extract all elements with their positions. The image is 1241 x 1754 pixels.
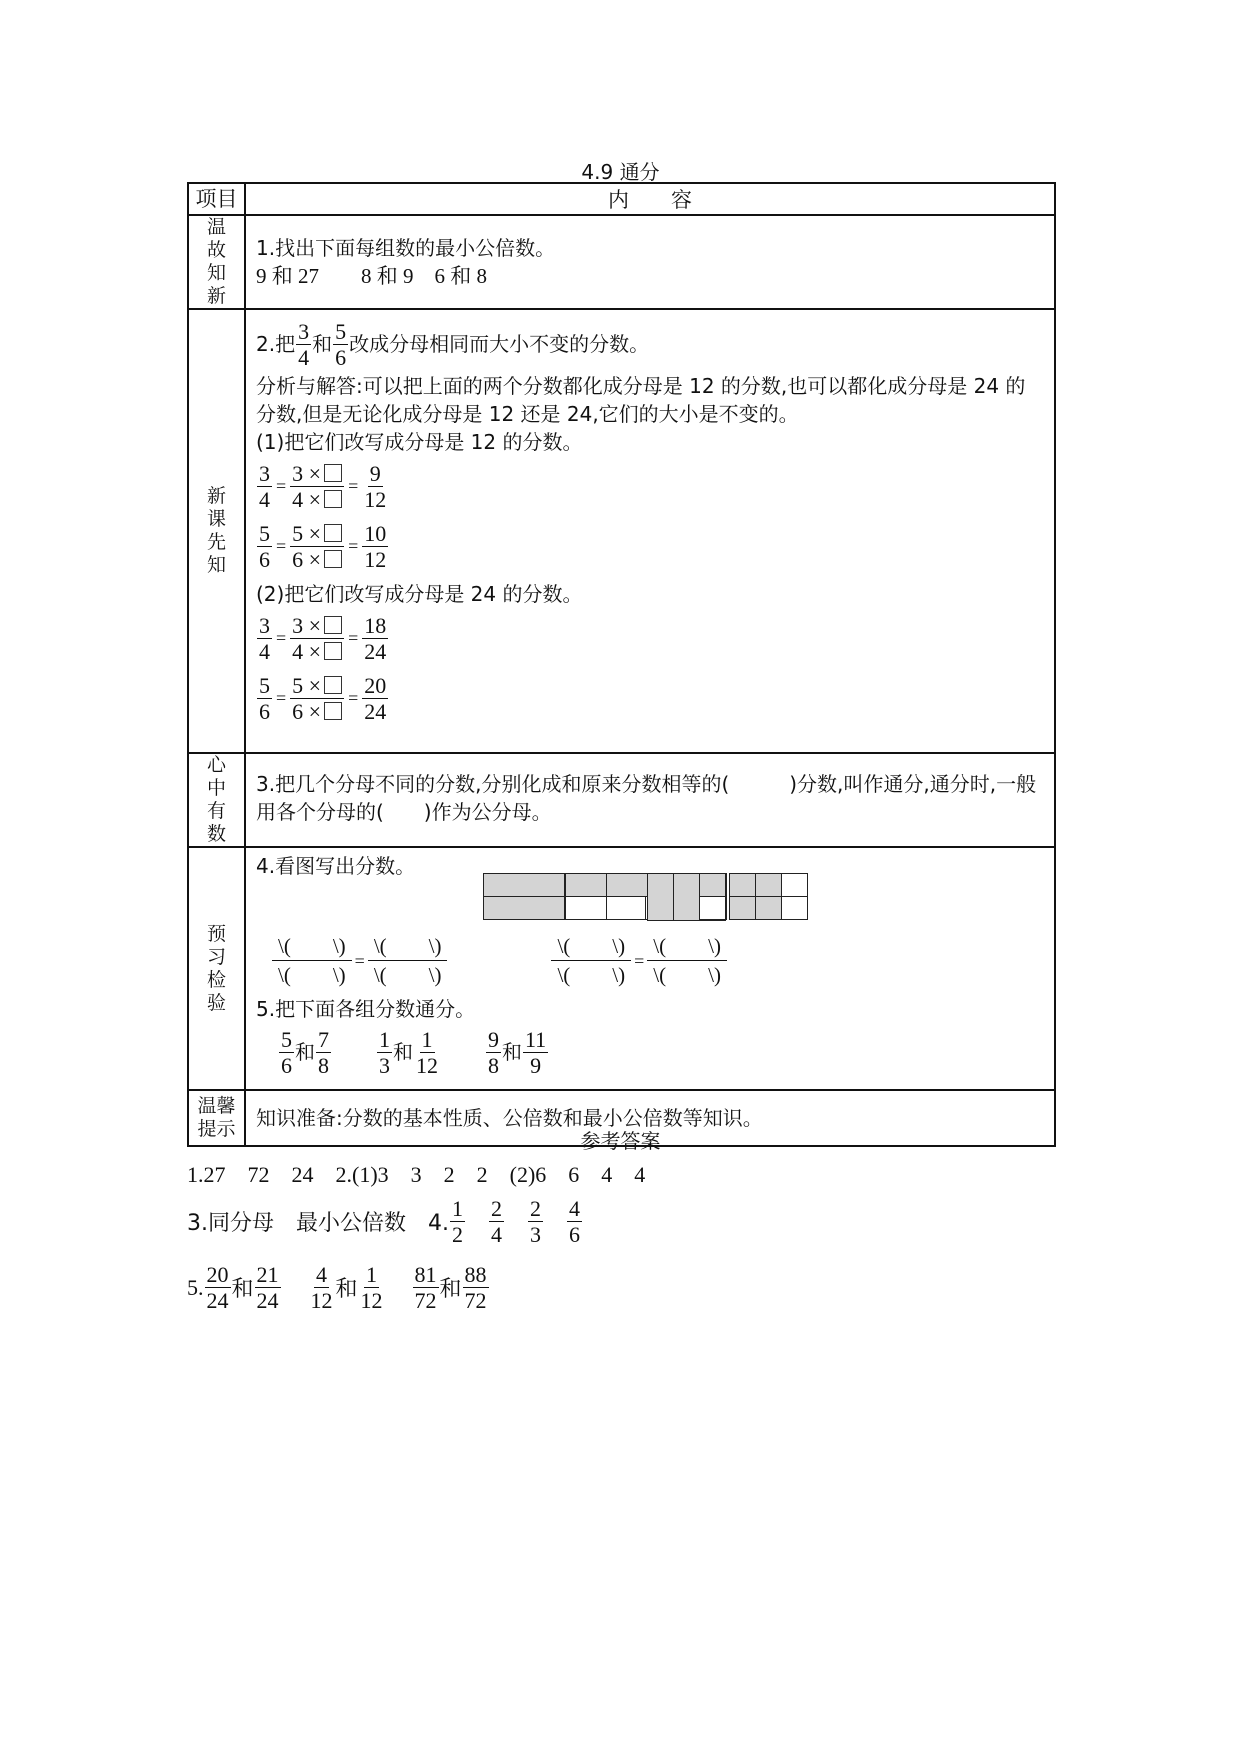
blank-fraction[interactable]: $\frac{\backslash( \backslash)}{\backslash( \backslash)}$ [368,932,448,989]
answer-fraction: $\frac{4}{12}$ [310,1262,333,1313]
label-review: 温 故 知 新 [188,215,245,309]
blank-box[interactable] [324,642,342,660]
header-content: 内 容 [245,183,1055,215]
fraction: $\frac{1}{12}$ [416,1026,438,1078]
fraction: $\frac{7}{8}$ [318,1026,329,1078]
fraction-groups [278,1023,1044,1081]
answer-fraction-pair: $\frac{20}{24}$ 和 $\frac{21}{24}$ [206,1262,279,1313]
equation-12-row: $\frac{3}{4}$ = $\frac{3 \times}{4 \times}$ = $\frac{9}{12}$ [259,460,387,512]
question-3: 3.把几个分母不同的分数,分别化成和原来分数相等的( )分数,叫作通分,通分时,一般用各个分母的( )作为公分母。 [256,772,1037,824]
answers-line-2: 3.同分母 最小公倍数 4. $\frac{1}{2}$ $\frac{2}{4}$ $\frac{2}{3}$ $\frac{4}{6}$ [187,1196,580,1247]
equation-24-row: $\frac{5}{6}$ = $\frac{5 \times}{6 \times}$ = $\frac{20}{24}$ [259,672,387,724]
blank-box[interactable] [324,464,342,482]
fraction: $\frac{1}{3}$ [379,1026,390,1078]
answers-line-1: 1.27 72 24 2.(1)3 3 2 2 (2)6 6 4 4 [187,1162,646,1187]
equation-24-row: $\frac{3}{4}$ = $\frac{3 \times}{4 \times}$ = $\frac{18}{24}$ [259,612,387,664]
answer-fraction: $\frac{20}{24}$ [206,1262,229,1313]
result-fraction: $\frac{10}{12}$ [364,520,387,572]
answer-fraction: $\frac{4}{6}$ [568,1196,580,1247]
equations-24 [256,608,1044,728]
answers-title: 参考答案 [580,1129,661,1153]
fraction-3-4: $\frac{3}{4}$ [298,318,310,370]
label-tips: 温馨 提示 [188,1090,245,1146]
original-fraction: $\frac{3}{4}$ [259,612,270,664]
tips-text: 知识准备:分数的基本性质、公倍数和最小公倍数等知识。 [256,1106,763,1130]
multiply-fraction[interactable]: $\frac{5 \times}{6 \times}$ [290,521,344,572]
shaded-grid-diagram [729,873,808,920]
blank-box[interactable] [324,702,342,720]
answer-fraction: $\frac{21}{24}$ [256,1262,279,1313]
answer-fraction: $\frac{2}{3}$ [529,1196,541,1247]
multiply-fraction[interactable]: $\frac{3 \times}{4 \times}$ [290,613,344,664]
original-fraction: $\frac{5}{6}$ [259,520,270,572]
question-2: 2.把 $\frac{3}{4}$ 和 $\frac{5}{6}$ 改成分母相同而大小不变的分数。 [256,318,650,370]
label-preview: 预 习 检 验 [188,847,245,1090]
answer-fraction: $\frac{2}{4}$ [490,1196,502,1247]
fraction-group: $\frac{9}{8}$ 和 $\frac{11}{9}$ [488,1026,547,1078]
answer-fraction: $\frac{88}{72}$ [464,1262,487,1313]
blank-box[interactable] [324,524,342,542]
original-fraction: $\frac{5}{6}$ [259,672,270,724]
label-inmind: 心 中 有 数 [188,753,245,847]
blank-answer-row: $\frac{\backslash( \backslash)}{\backslash( \backslash)}$ = $\frac{\backslash( \backslash)}{\backslash( \backslash)}$ $\frac{\backslash( \backslash)}{\backslash( \backslash)}$ = $\frac{\backslash( \backslash)}{\backslash( \backslash)}$ [272,932,1044,989]
part-1-label: (1)把它们改写成分母是 12 的分数。 [256,430,583,454]
equation-12-row: $\frac{5}{6}$ = $\frac{5 \times}{6 \times}$ = $\frac{10}{12}$ [259,520,387,572]
original-fraction: $\frac{3}{4}$ [259,460,270,512]
blank-box[interactable] [324,490,342,508]
fraction: $\frac{5}{6}$ [281,1026,292,1078]
fraction: $\frac{9}{8}$ [488,1026,499,1078]
worksheet-table [187,182,1056,1147]
preview-cell [245,847,1055,1090]
analysis-text: 分析与解答:可以把上面的两个分数都化成分母是 12 的分数,也可以都化成分母是 24 的分数,但是无论化成分母是 12 还是 24,它们的大小是不变的。 [256,374,1026,426]
result-fraction: $\frac{20}{24}$ [364,672,387,724]
blank-box[interactable] [324,676,342,694]
header-item: 项目 [188,183,245,215]
fraction-group: $\frac{1}{3}$ 和 $\frac{1}{12}$ [379,1026,438,1078]
answer-fraction-pair: $\frac{81}{72}$ 和 $\frac{88}{72}$ [414,1262,487,1313]
question-4: 4.看图写出分数。 [256,854,416,878]
fraction-5-6: $\frac{5}{6}$ [335,318,347,370]
answers-line-3: 5. $\frac{20}{24}$ 和 $\frac{21}{24}$ $\frac{4}{12}$ 和 $\frac{1}{12}$ $\frac{81}{72}$ 和 $\frac{88}{72}$ [187,1262,490,1313]
review-cell [245,215,1055,309]
result-fraction: $\frac{9}{12}$ [364,460,387,512]
answer-fraction: $\frac{1}{12}$ [360,1262,383,1313]
label-newlesson: 新 课 先 知 [188,309,245,753]
question-1: 1.找出下面每组数的最小公倍数。 [256,236,556,260]
answer-fraction-pair: $\frac{4}{12}$ 和 $\frac{1}{12}$ [310,1262,383,1313]
answer-fraction: $\frac{81}{72}$ [414,1262,437,1313]
inmind-cell [245,753,1055,847]
shaded-bar-diagram-2 [565,873,648,920]
blank-box[interactable] [324,550,342,568]
result-fraction: $\frac{18}{24}$ [364,612,387,664]
fraction: $\frac{11}{9}$ [525,1026,547,1078]
blank-fraction[interactable]: $\frac{\backslash( \backslash)}{\backslash( \backslash)}$ [272,932,352,989]
newlesson-cell [245,309,1055,753]
blank-fraction[interactable]: $\frac{\backslash( \backslash)}{\backslash( \backslash)}$ [551,932,631,989]
blank-fraction[interactable]: $\frac{\backslash( \backslash)}{\backslash( \backslash)}$ [647,932,727,989]
part-2-label: (2)把它们改写成分母是 24 的分数。 [256,582,583,606]
question-5: 5.把下面各组分数通分。 [256,997,476,1021]
blank-box[interactable] [324,616,342,634]
equations-12 [256,456,1044,576]
question-1-pairs: 9 和 27 8 和 9 6 和 8 [256,264,487,288]
multiply-fraction[interactable]: $\frac{5 \times}{6 \times}$ [290,673,344,724]
shaded-column-diagram [647,873,726,921]
answer-fraction: $\frac{1}{2}$ [451,1196,463,1247]
fraction-group: $\frac{5}{6}$ 和 $\frac{7}{8}$ [281,1026,329,1078]
multiply-fraction[interactable]: $\frac{3 \times}{4 \times}$ [290,461,344,512]
page-title: 4.9 通分 [581,160,660,184]
